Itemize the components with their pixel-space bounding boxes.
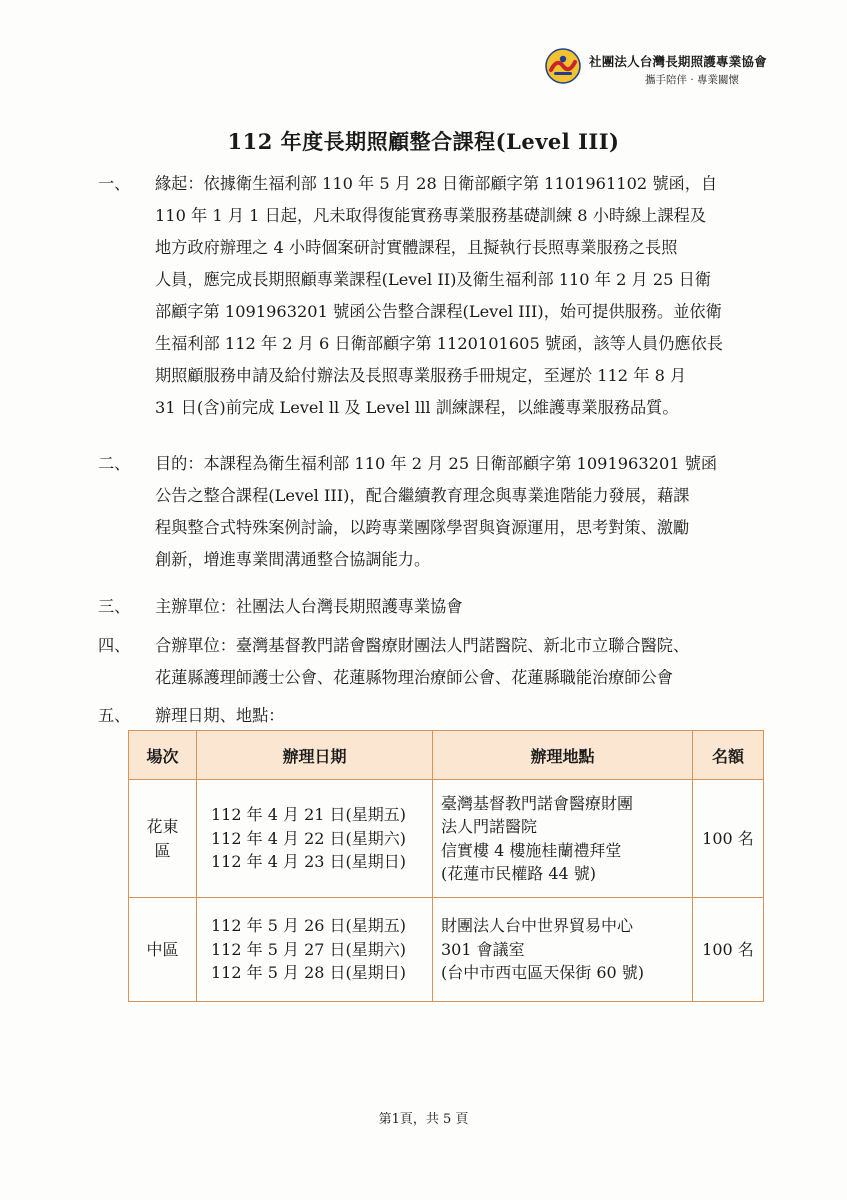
session-label: 花東 xyxy=(146,817,179,836)
dates-cell xyxy=(197,898,433,1002)
date-line: 112 年 5 月 27 日(星期六) xyxy=(211,939,406,959)
section-number: 五、 xyxy=(98,706,131,725)
venue-line: 臺灣基督教門諾會醫療財團 xyxy=(441,793,634,813)
section-line: 辦理日期、地點： xyxy=(155,706,285,725)
venue-line: (花蓮市民權路 44 號) xyxy=(441,864,597,883)
org-logo-icon xyxy=(545,48,581,84)
date-line: 112 年 4 月 23 日(星期日) xyxy=(211,852,406,872)
document-title: 112 年度長期照顧整合課程(Level III) xyxy=(227,129,620,154)
quota-cell: 100 名 xyxy=(693,780,764,898)
date-line: 112 年 4 月 22 日(星期六) xyxy=(211,828,406,848)
section-purpose xyxy=(98,448,717,576)
venue-line: 財團法人台中世界貿易中心 xyxy=(441,916,634,936)
section-line: 部顧字第 1091963201 號函公告整合課程(Level III)，始可提供服務。並依衛 xyxy=(155,302,722,321)
header-dates: 辦理日期 xyxy=(197,731,433,780)
session-label: 區 xyxy=(154,840,171,860)
quota-cell: 100 名 xyxy=(693,898,764,1002)
header-venue: 辦理地點 xyxy=(433,731,693,780)
date-line: 112 年 4 月 21 日(星期五) xyxy=(211,805,406,825)
section-line: 公告之整合課程(Level III)，配合繼續教育理念與專業進階能力發展，藉課 xyxy=(155,486,690,505)
section-line: 目的：本課程為衛生福利部 110 年 2 月 25 日衛部顧字第 1091963201 號函 xyxy=(155,454,718,473)
page-footer: 第1頁，共 5 頁 xyxy=(378,1112,469,1127)
section-line: 人員，應完成長期照顧專業課程(Level II)及衛生福利部 110 年 2 月 25 日衛 xyxy=(155,270,711,289)
venue-line: 301 會議室 xyxy=(441,939,525,959)
dates-cell xyxy=(197,780,433,898)
section-number: 一、 xyxy=(98,174,131,193)
venue-line: (台中市西屯區天保街 60 號) xyxy=(441,963,645,983)
table-row xyxy=(129,898,764,1002)
venue-line: 法人門諾醫院 xyxy=(441,817,538,836)
header-quota: 名額 xyxy=(693,731,764,780)
section-line: 花蓮縣護理師護士公會、花蓮縣物理治療師公會、花蓮縣職能治療師公會 xyxy=(155,668,673,687)
section-line: 主辦單位：社團法人台灣長期照護專業協會 xyxy=(155,597,463,616)
org-slogan: 攜手陪伴 · 專業關懷 xyxy=(645,74,740,86)
section-co-organizers xyxy=(98,630,689,694)
date-line: 112 年 5 月 26 日(星期五) xyxy=(211,916,406,936)
header-session: 場次 xyxy=(129,731,197,780)
section-number: 三、 xyxy=(98,597,131,616)
org-header xyxy=(545,46,765,96)
venue-line: 信實樓 4 樓施桂蘭禮拜堂 xyxy=(441,840,622,860)
section-organizer xyxy=(98,591,463,623)
schedule-table xyxy=(128,730,764,1002)
section-line: 期照顧服務申請及給付辦法及長照專業服務手冊規定，至遲於 112 年 8 月 xyxy=(155,366,687,385)
section-background xyxy=(98,168,723,424)
section-line: 合辦單位：臺灣基督教門諾會醫療財團法人門諾醫院、新北市立聯合醫院、 xyxy=(155,636,690,655)
table-header-row xyxy=(129,731,764,780)
section-line: 生福利部 112 年 2 月 6 日衛部顧字第 1120101605 號函，該等人員仍應依長 xyxy=(155,334,723,353)
section-line: 地方政府辦理之 4 小時個案研討實體課程，且擬執行長照專業服務之長照 xyxy=(155,238,678,257)
section-line: 31 日(含)前完成 Level ll 及 Level lll 訓練課程，以維護專業服務品質。 xyxy=(155,398,679,417)
section-number: 二、 xyxy=(98,454,131,473)
session-label: 中區 xyxy=(146,939,179,959)
org-name: 社團法人台灣長期照護專業協會 xyxy=(589,54,767,69)
session-cell xyxy=(129,898,197,1002)
venue-cell xyxy=(433,898,693,1002)
session-cell xyxy=(129,780,197,898)
section-number: 四、 xyxy=(98,636,131,655)
section-line: 創新，增進專業間溝通整合協調能力。 xyxy=(155,550,431,569)
section-line: 程與整合式特殊案例討論，以跨專業團隊學習與資源運用，思考對策、激勵 xyxy=(155,518,690,537)
section-line: 110 年 1 月 1 日起，凡未取得復能實務專業服務基礎訓練 8 小時線上課程及 xyxy=(155,206,707,225)
section-schedule xyxy=(98,700,285,732)
venue-cell xyxy=(433,780,693,898)
table-row xyxy=(129,780,764,898)
date-line: 112 年 5 月 28 日(星期日) xyxy=(211,963,406,983)
section-line: 緣起：依據衛生福利部 110 年 5 月 28 日衛部顧字第 1101961102 號函，自 xyxy=(155,174,718,193)
